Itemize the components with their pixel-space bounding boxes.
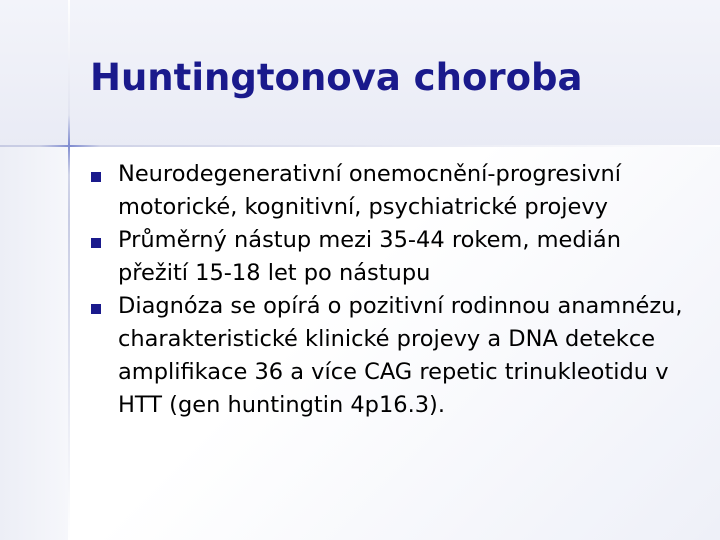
left-margin-band (0, 146, 68, 540)
horizontal-divider (0, 145, 720, 147)
bullet-item (90, 158, 690, 224)
bullet-list (90, 158, 690, 422)
bullet-text: Průměrný nástup mezi 35-44 rokem, medián přežití 15-18 let po nástupu (118, 227, 621, 286)
bullet-text: Diagnóza se opírá o pozitivní rodinnou anamnézu, charakteristické klinické projevy a DNA detekce amplifikace 36 a více CAG repetic trinukleotidu v HTT (gen huntingtin 4p16.3). (118, 293, 683, 418)
vertical-divider (68, 0, 70, 540)
bullet-item (90, 290, 690, 422)
sparkle-vertical-icon (68, 115, 70, 175)
square-bullet-icon (90, 158, 118, 191)
bullet-item (90, 224, 690, 290)
slide-title: Huntingtonova choroba (90, 56, 583, 99)
square-bullet-icon (90, 290, 118, 323)
square-bullet-icon (90, 224, 118, 257)
bullet-text: Neurodegenerativní onemocnění-progresivní motorické, kognitivní, psychiatrické projevy (118, 161, 622, 220)
sparkle-horizontal-icon (40, 145, 100, 147)
